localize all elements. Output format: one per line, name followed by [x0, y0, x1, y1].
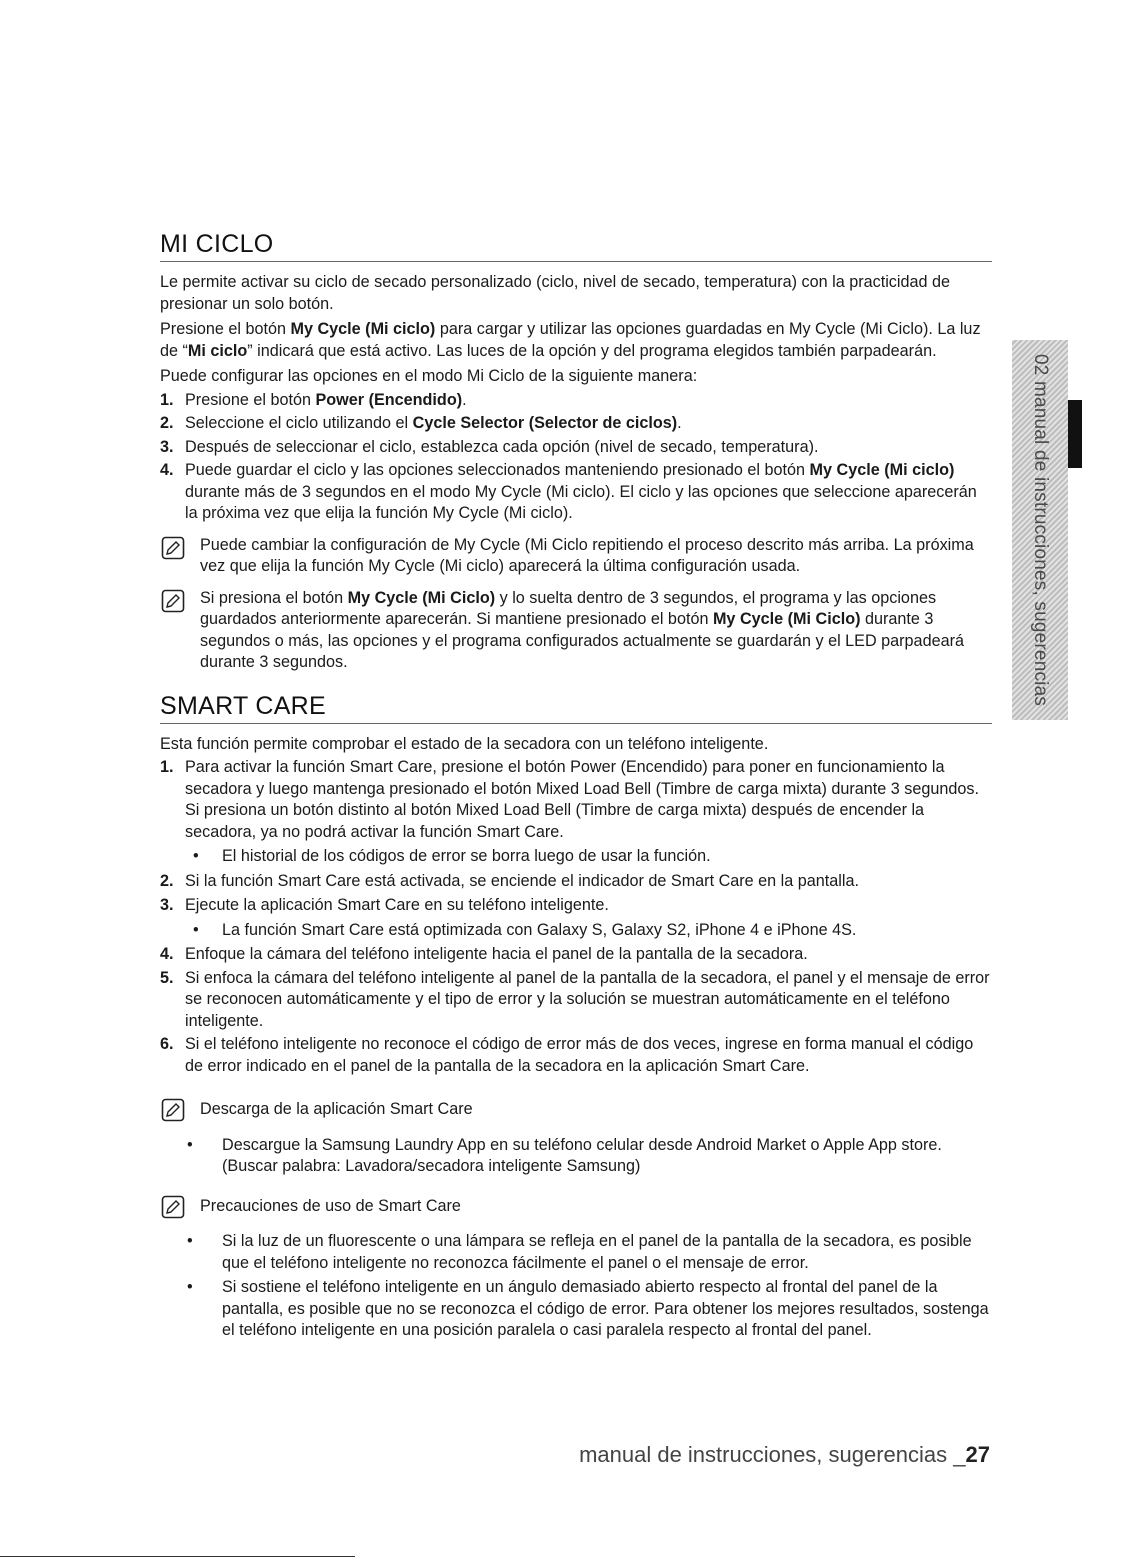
list-item: 3. Después de seleccionar el ciclo, establezca cada opción (nivel de secado, temperatura). — [160, 437, 819, 456]
note-block — [160, 1196, 992, 1218]
note-block — [160, 535, 992, 578]
list-subitem: • Si sostiene el teléfono inteligente en un ángulo demasiado abierto respecto al frontal del panel de la pantalla, es posible que no se reconozca el código de error. Para obtener los mejores resultados, sostenga el teléfono inteligente en una posición paralela o casi paralela respecto al frontal del panel. — [187, 1278, 989, 1339]
list-item: 1. Para activar la función Smart Care, presione el botón Power (Encendido) para poner en funcionamiento la secadora y luego mantenga presionado el botón Mixed Load Bell (Timbre de carga mixta) durante 3 segundos. Si presiona un botón distinto al botón Mixed Load Bell (Timbre de carga mixta) después de encender la secadora, ya no podrá activar la función Smart Care. — [160, 758, 979, 841]
note-text: Puede cambiar la configuración de My Cycle (Mi Ciclo repitiendo el proceso descrito más arriba. La próxima vez que elija la función My Cycle (Mi ciclo) aparecerá la última configuración usada. — [200, 535, 974, 575]
note-block — [160, 1099, 992, 1121]
list-subitem: • Si la luz de un fluorescente o una lámpara se refleja en el panel de la pantalla de la secadora, es posible que el teléfono inteligente no reconozca fácilmente el panel o el mensaje de error. — [187, 1232, 972, 1272]
side-tab-label: 02 manual de instrucciones, sugerencias — [1030, 353, 1051, 707]
page-footer: manual de instrucciones, sugerencias _27 — [579, 1442, 990, 1467]
section-indicator-mark — [1068, 400, 1082, 468]
mi-ciclo-steps — [160, 390, 992, 525]
smart-care-intro: Esta función permite comprobar el estado de la secadora con un teléfono inteligente. — [160, 734, 769, 753]
section-heading-mi-ciclo: MI CICLO — [160, 230, 992, 262]
list-subitem: • Descargue la Samsung Laundry App en su teléfono celular desde Android Market o Apple App store. (Buscar palabra: Lavadora/secadora inteligente Samsung) — [187, 1135, 942, 1175]
list-item: 1. Presione el botón Power (Encendido). — [160, 390, 467, 409]
note-pencil-icon — [161, 536, 185, 560]
list-item: 4. Puede guardar el ciclo y las opciones seleccionados manteniendo presionado el botón My Cycle (Mi ciclo) durante más de 3 segundos en el modo My Cycle (Mi ciclo). El ciclo y las opciones que seleccione aparecerán la próxima vez que elija la función My Cycle (Mi ciclo). — [160, 461, 977, 522]
list-subitem: • El historial de los códigos de error se borra luego de usar la función. — [193, 847, 711, 865]
note-title-text: Descarga de la aplicación Smart Care — [200, 1100, 473, 1118]
note-title-text: Precauciones de uso de Smart Care — [200, 1196, 461, 1215]
list-item: 5. Si enfoca la cámara del teléfono inteligente al panel de la pantalla de la secadora, el panel y el mensaje de error se reconocen automáticamente y el tipo de error y la solución se muestran automáticamente en el teléfono inteligente. — [160, 968, 990, 1030]
note-block — [160, 588, 992, 674]
list-item: 2. Si la función Smart Care está activada, se enciende el indicador de Smart Care en la pantalla. — [160, 871, 859, 890]
list-item: 3. Ejecute la aplicación Smart Care en su teléfono inteligente. — [160, 896, 609, 914]
mi-ciclo-paragraph: Presione el botón My Cycle (Mi ciclo) para cargar y utilizar las opciones guardadas en My Cycle (Mi Ciclo). La luz de “Mi ciclo” indicará que está activo. Las luces de la opción y del programa elegidos también parpadearán. — [160, 320, 981, 360]
list-item: 6. Si el teléfono inteligente no reconoce el código de error más de dos veces, ingrese en forma manual el código de error indicado en el panel de la pantalla de la secadora en la aplicación Smart Care. — [160, 1035, 974, 1075]
mi-ciclo-config-intro: Puede configurar las opciones en el modo Mi Ciclo de la siguiente manera: — [160, 367, 698, 385]
smart-care-steps — [160, 757, 992, 1077]
list-item: 2. Seleccione el ciclo utilizando el Cycle Selector (Selector de ciclos). — [160, 414, 682, 432]
mi-ciclo-intro: Le permite activar su ciclo de secado personalizado (ciclo, nivel de secado, temperatura) con la practicidad de presionar un solo botón. — [160, 273, 951, 313]
note-pencil-icon — [161, 589, 185, 613]
page-number: 27 — [965, 1442, 990, 1467]
bottom-divider — [0, 1556, 355, 1557]
note-pencil-icon — [161, 1098, 185, 1122]
list-item: 4. Enfoque la cámara del teléfono inteligente hacia el panel de la pantalla de la secadora. — [160, 945, 808, 963]
page-content — [160, 230, 992, 1342]
section-heading-smart-care: SMART CARE — [160, 692, 992, 724]
note-text: Si presiona el botón My Cycle (Mi Ciclo) y lo suelta dentro de 3 segundos, el programa y las opciones guardados anteriormente aparecerán. Si mantiene presionado el botón My Cycle (Mi Ciclo) durante 3 segundos o más, las opciones y el programa configurados actualmente se guardarán y el LED parpadeará durante 3 segundos. — [200, 588, 964, 671]
list-subitem: • La función Smart Care está optimizada con Galaxy S, Galaxy S2, iPhone 4 e iPhone 4S. — [193, 920, 857, 939]
note-pencil-icon — [161, 1195, 185, 1219]
